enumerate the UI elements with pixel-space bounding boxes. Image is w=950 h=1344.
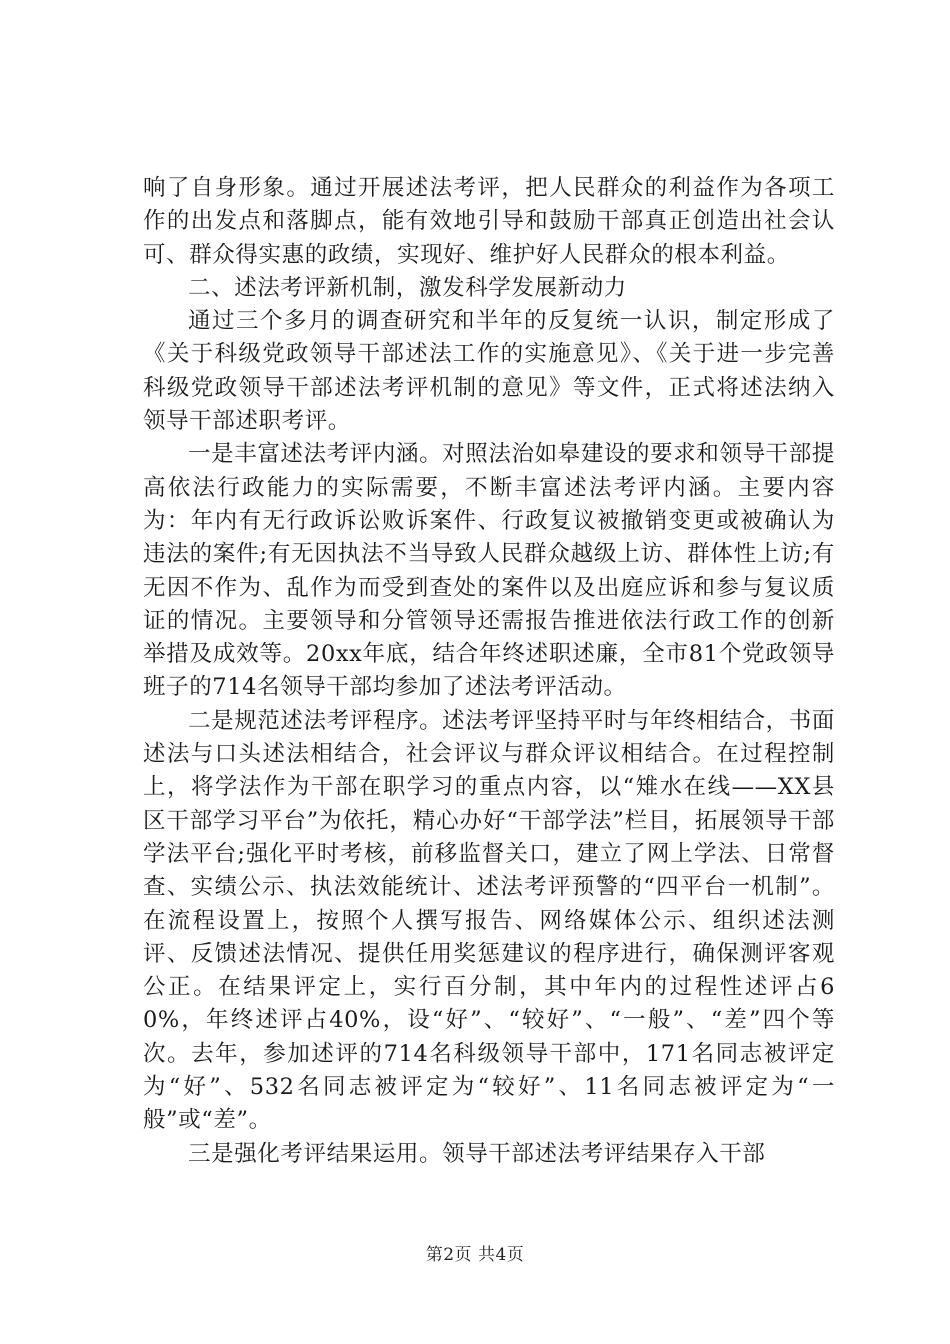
paragraph-5: 二是规范述法考评程序。述法考评坚持平时与年终相结合，书面述法与口头述法相结合，社会评议与群众评议相结合。在过程控制上，将学法作为干部在职学习的重点内容，以“雉水在线——XX县区干部学习平台”为依托，精心办好“干部学法”栏目，拓展领导干部学法平台;强化平时考核，前移监督关口，建立了网上学法、日常督查、实绩公示、执法效能统计、述法考评预警的“四平台一机制”。在流程设置上，按照个人撰写报告、网络媒体公示、组织述法测评、反馈述法情况、提供任用奖惩建议的程序进行，确保测评客观公正。在结果评定上，实行百分制，其中年内的过程性述评占60%，年终述评占40%，设“好”、“较好”、“一般”、“差”四个等次。去年，参加述评的714名科级领导干部中，171名同志被评定为“好”、532名同志被评定为“较好”、11名同志被评定为“一般”或“差”。 <box>143 707 835 1134</box>
paragraph-4: 一是丰富述法考评内涵。对照法治如皋建设的要求和领导干部提高依法行政能力的实际需要，不断丰富述法考评内涵。主要内容为：年内有无行政诉讼败诉案件、行政复议被撤销变更或被确认为违法的案件;有无因执法不当导致人民群众越级上访、群体性上访;有无因不作为、乱作为而受到查处的案件以及出庭应诉和参与复议质证的情况。主要领导和分管领导还需报告推进依法行政工作的创新举措及成效等。20xx年底，结合年终述职述廉，全市81个党政领导班子的714名领导干部均参加了述法考评活动。 <box>143 441 835 701</box>
document-body <box>143 172 835 1171</box>
section-heading: 二、述法考评新机制，激发科学发展新动力 <box>188 274 627 301</box>
paragraph-1: 响了自身形象。通过开展述法考评，把人民群众的利益作为各项工作的出发点和落脚点，能有效地引导和鼓励干部真正创造出社会认可、群众得实惠的政绩，实现好、维护好人民群众的根本利益。 <box>143 175 835 268</box>
page-number-footer: 第2页 共4页 <box>425 1245 525 1265</box>
paragraph-3: 通过三个多月的调查研究和半年的反复统一认识，制定形成了《关于科级党政领导干部述法工作的实施意见》、《关于进一步完善科级党政领导干部述法考评机制的意见》等文件，正式将述法纳入领导干部述职考评。 <box>143 308 835 435</box>
paragraph-6: 三是强化考评结果运用。领导干部述法考评结果存入干部 <box>188 1140 766 1167</box>
